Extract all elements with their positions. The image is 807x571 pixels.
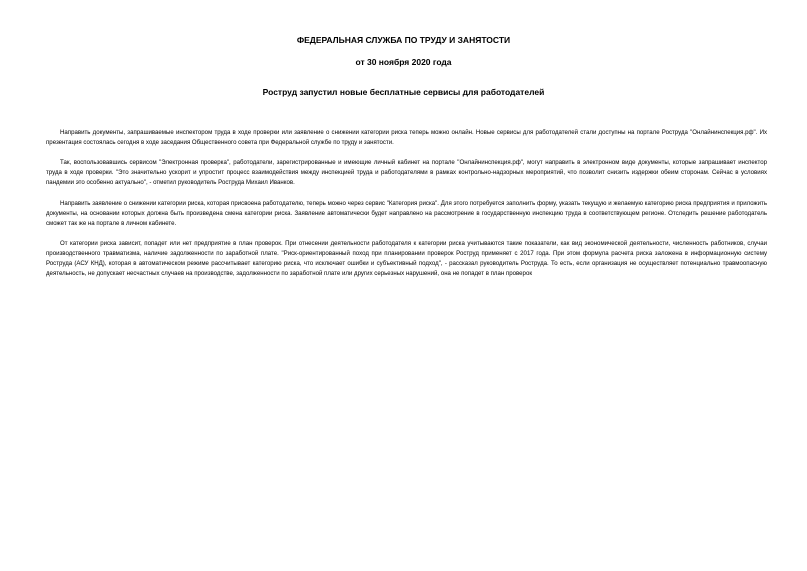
paragraph: От категории риска зависит, попадет или нет предприятие в план проверок. При отнесении деятельности работодателя к категории риска учитываются такие показатели, как вид экономической деятельности, численность работников, случаи производственного травматизма, наличие задолженности по заработной плате. "Риск-ориентированный поход при планировании проверок Роструд применяет с 2017 года. При этом формула расчета риска заложена в информационную систему Роструда (АСУ КНД), которая в автоматическом режиме рассчитывает категорию риска, что исключает ошибки и субъективный подход", - рассказал руководитель Роструда. То есть, если организация не осуществляет потенциально травмоопасную деятельность, не допускает несчастных случаев на производстве, задолженности по заработной плате или других серьезных нарушений, она не попадет в план проверок bbox=[46, 240, 767, 278]
document-title: Роструд запустил новые бесплатные сервисы для работодателей bbox=[262, 87, 545, 97]
document-date: от 30 ноября 2020 года bbox=[355, 57, 452, 67]
paragraph: Направить заявление о снижении категории риска, которая присвоена работодателю, теперь можно через сервис "Категория риска". Для этого потребуется заполнить форму, указать текущую и желаемую категорию риска предприятия и приложить документы, на основании которых должна быть произведена смена категории риска. Заявление автоматически будет направлено на рассмотрение в государственную инспекцию труда в соответствующем регионе. Отследить решение работодатель сможет так же на портале в личном кабинете. bbox=[46, 199, 767, 227]
document-body bbox=[46, 128, 767, 290]
organization-heading: ФЕДЕРАЛЬНАЯ СЛУЖБА ПО ТРУДУ И ЗАНЯТОСТИ bbox=[296, 35, 511, 45]
paragraph: Направить документы, запрашиваемые инспектором труда в ходе проверки или заявление о снижении категории риска теперь можно онлайн. Новые сервисы для работодателей стали доступны на портале Роструда "Онлайнинспекция.рф". Их презентация состоялась сегодня в ходе заседания Общественного совета при Федеральной службе по труду и занятости. bbox=[46, 129, 767, 147]
paragraph: Так, воспользовавшись сервисом "Электронная проверка", работодатели, зарегистрированные и имеющие личный кабинет на портале "Онлайнинспекция.рф", могут направить в электронном виде документы, которые запрашивает инспектор труда в ходе проверки. "Это значительно ускорит и упростит процесс взаимодействия между инспекцией труда и работодателями в рамках контрольно-надзорных мероприятий, что позволит снизить издержки обеим сторонам. Сейчас в условиях пандемии это особенно актуально", - отметил руководитель Роструда Михаил Иванков. bbox=[46, 159, 767, 187]
